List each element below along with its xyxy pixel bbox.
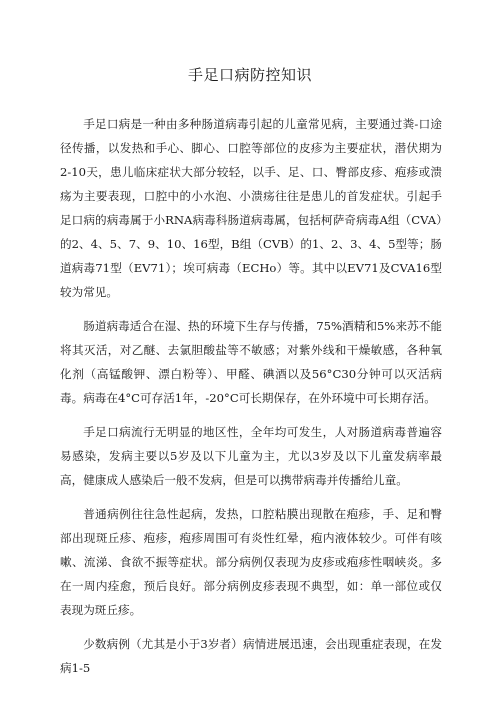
- paragraph-virus-survival: 肠道病毒适合在湿、热的环境下生存与传播，75%酒精和5%来苏不能将其灭活，对乙醚、去氯胆酸盐等不敏感；对紫外线和干燥敏感，各种氧化剂（高锰酸钾、漂白粉等）、甲醛、碘酒以及56°C30分钟可以灭活病毒。病毒在4°C可存活1年，-20°C可长期保存，在外环境中可长期存活。: [60, 319, 442, 405]
- document-body: [60, 112, 442, 690]
- document-title: 手足口病防控知识: [187, 66, 312, 84]
- paragraph-severe-cases: 少数病例（尤其是小于3岁者）病情进展迅速，会出现重症表现，在发病1-5: [60, 637, 442, 675]
- paragraph-intro: 手足口病是一种由多种肠道病毒引起的儿童常见病，主要通过粪-口途径传播，以发热和手心、脚心、口腔等部位的皮疹为主要症状，潜伏期为2-10天，患儿临床症状大部分较轻，以手、足、口、臀部皮疹、疱疹或溃疡为主要表现，口腔中的小水泡、小溃疡往往是患儿的首发症状。引起手足口病的病毒属于小RNA病毒科肠道病毒属，包括柯萨奇病毒A组（CVA）的2、4、5、7、9、10、16型，B组（CVB）的1、2、3、4、5型等；肠道病毒71型（EV71）；埃可病毒（ECHo）等。其中以EV71及CVA16型较为常见。: [60, 117, 442, 299]
- paragraph-epidemiology: 手足口病流行无明显的地区性，全年均可发生，人对肠道病毒普遍容易感染，发病主要以5岁及以下儿童为主，尤以3岁及以下儿童发病率最高，健康成人感染后一般不发病，但是可以携带病毒并传播给儿童。: [60, 425, 442, 487]
- paragraph-common-cases: 普通病例往往急性起病，发热，口腔粘膜出现散在疱疹，手、足和臀部出现斑丘疹、疱疹，疱疹周围可有炎性红晕，疱内液体较少。可伴有咳嗽、流涕、食欲不振等症状。部分病例仅表现为皮疹或疱疹性咽峡炎。多在一周内痊愈，预后良好。部分病例皮疹表现不典型，如：单一部位或仅表现为斑丘疹。: [60, 507, 442, 617]
